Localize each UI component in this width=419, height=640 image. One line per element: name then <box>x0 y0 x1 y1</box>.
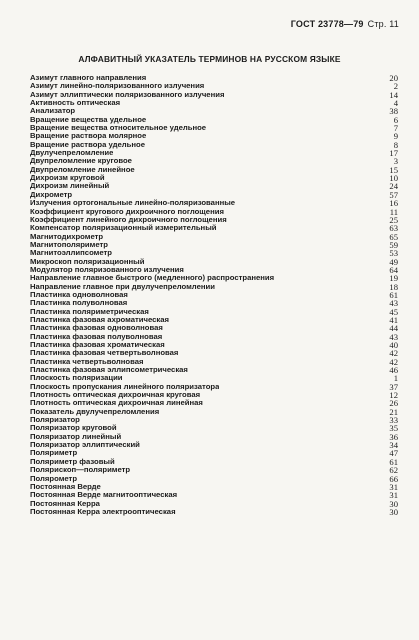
index-term-number: 25 <box>389 214 398 225</box>
index-entry <box>30 333 398 341</box>
index-term-number: 35 <box>389 423 398 434</box>
index-entry <box>30 491 398 499</box>
index-term-number: 2 <box>393 81 398 92</box>
index-entry <box>30 124 398 132</box>
index-entry <box>30 91 398 99</box>
index-term-number: 9 <box>393 131 398 142</box>
index-term: Пластинка поляриметрическая <box>30 307 149 316</box>
index-term-number: 65 <box>389 231 398 242</box>
index-term: Дихрометр <box>30 190 73 199</box>
index-entry <box>30 82 398 90</box>
index-term-number: 40 <box>389 340 398 350</box>
index-term: Полярометр <box>30 474 78 483</box>
index-entry <box>30 224 398 232</box>
index-term: Поляризатор круговой <box>30 424 117 433</box>
index-term: Плоскость пропускания линейного поляризатора <box>30 382 220 391</box>
index-term-number: 36 <box>389 431 398 442</box>
index-entry <box>30 233 398 241</box>
index-term-number: 20 <box>389 73 398 83</box>
index-entry <box>30 449 398 457</box>
index-term-number: 21 <box>389 406 398 417</box>
index-term: Вращение вещества относительное удельное <box>30 124 207 133</box>
index-term-number: 7 <box>393 123 398 134</box>
index-entry <box>30 74 398 82</box>
index-term: Поляризатор линейный <box>30 432 122 441</box>
index-term: Модулятор поляризованного излучения <box>30 265 184 274</box>
index-term-number: 41 <box>389 314 398 325</box>
index-entry <box>30 500 398 508</box>
index-term-number: 18 <box>389 281 398 292</box>
index-entry <box>30 283 398 291</box>
index-term: Коэффициент кругового дихроичного поглощения <box>30 207 224 216</box>
index-term: Двулучепреломление <box>30 149 114 158</box>
page-header <box>291 19 399 29</box>
term-index-list <box>30 74 398 516</box>
index-title: АЛФАВИТНЫЙ УКАЗАТЕЛЬ ТЕРМИНОВ НА РУССКОМ ЯЗЫКЕ <box>78 54 341 64</box>
index-entry <box>30 191 398 199</box>
index-term: Азимут эллиптически поляризованного излучения <box>30 90 225 99</box>
index-entry <box>30 466 398 474</box>
index-term: Пластинка фазовая эллипсометрическая <box>30 366 188 375</box>
index-term: Постоянная Верде магнитооптическая <box>30 491 178 500</box>
index-term: Вращение раствора молярное <box>30 132 147 141</box>
index-entry <box>30 174 398 182</box>
index-term-number: 31 <box>389 490 398 501</box>
index-term: Постоянная Керра <box>30 499 100 508</box>
index-term: Плоскость поляризации <box>30 374 123 383</box>
index-term: Коэффициент линейного дихроичного поглощения <box>30 215 227 224</box>
index-term: Дихроизм линейный <box>30 182 110 191</box>
index-term: Излучения ортогональные линейно-поляризованные <box>30 199 236 208</box>
index-term-number: 42 <box>389 356 398 367</box>
index-term: Пластинка одноволновая <box>30 290 128 299</box>
index-entry <box>30 166 398 174</box>
index-term: Постоянная Верде <box>30 482 101 491</box>
index-term-number: 19 <box>389 273 398 284</box>
index-term-number: 3 <box>393 156 398 167</box>
index-term: Вращение раствора удельное <box>30 140 145 149</box>
index-entry <box>30 316 398 324</box>
index-term-number: 47 <box>389 448 398 459</box>
index-term-number: 37 <box>389 381 398 392</box>
index-term: Направление главное быстрого (медленного) распространения <box>30 274 275 283</box>
index-term: Плотность оптическая дихроичная линейная <box>30 399 203 408</box>
index-term-number: 6 <box>393 114 398 125</box>
index-term-number: 63 <box>389 223 398 234</box>
index-term-number: 43 <box>389 331 398 342</box>
index-entry <box>30 274 398 282</box>
index-entry <box>30 341 398 349</box>
index-term: Магнитоэллипсометр <box>30 249 112 258</box>
index-term: Пластинка четвертьволновая <box>30 357 144 366</box>
index-term: Показатель двулучепреломления <box>30 407 160 416</box>
index-term: Анализатор <box>30 107 76 116</box>
standard-number: ГОСТ 23778—79 <box>290 19 364 29</box>
index-entry <box>30 107 398 115</box>
index-entry <box>30 324 398 332</box>
index-term-number: 16 <box>389 198 398 209</box>
index-term-number: 1 <box>393 373 398 384</box>
index-term-number: 24 <box>389 181 398 192</box>
index-term: Пластинка фазовая ахроматическая <box>30 315 170 324</box>
index-term: Компенсатор поляризационный измерительный <box>30 224 217 233</box>
index-entry <box>30 132 398 140</box>
index-term: Полярископ—поляриметр <box>30 466 131 475</box>
index-term-number: 8 <box>393 139 398 150</box>
index-term-number: 66 <box>389 473 398 484</box>
index-entry <box>30 433 398 441</box>
index-entry <box>30 299 398 307</box>
index-entry <box>30 508 398 516</box>
index-term-number: 11 <box>389 206 398 217</box>
index-entry <box>30 249 398 257</box>
index-entry <box>30 374 398 382</box>
index-term: Пластинка фазовая одноволновая <box>30 324 163 333</box>
index-term: Микроскоп поляризационный <box>30 257 145 266</box>
index-term: Поляризатор эллиптический <box>30 441 140 450</box>
index-term: Двупреломление круговое <box>30 157 132 166</box>
index-entry <box>30 424 398 432</box>
index-entry <box>30 208 398 216</box>
index-term-number: 34 <box>389 440 398 451</box>
index-term-number: 61 <box>389 456 398 467</box>
index-term-number: 59 <box>389 239 398 250</box>
index-term-number: 33 <box>389 415 398 426</box>
index-entry <box>30 475 398 483</box>
index-term-number: 26 <box>389 398 398 409</box>
page-number: Стр. 11 <box>367 19 399 29</box>
index-entry <box>30 99 398 107</box>
index-term: Постоянная Керра электрооптическая <box>30 507 176 516</box>
index-term: Вращение вещества удельное <box>30 115 147 124</box>
index-term-number: 43 <box>389 298 398 309</box>
index-entry <box>30 483 398 491</box>
index-entry <box>30 416 398 424</box>
index-term: Пластинка фазовая четвертьволновая <box>30 349 179 358</box>
index-term: Азимут линейно-поляризованного излучения <box>30 82 205 91</box>
index-term-number: 30 <box>389 498 398 509</box>
index-term-number: 38 <box>389 106 398 117</box>
index-term-number: 64 <box>389 264 398 275</box>
index-term-number: 4 <box>393 98 398 109</box>
index-entry <box>30 199 398 207</box>
index-term-number: 62 <box>389 465 398 476</box>
index-term: Дихроизм круговой <box>30 174 105 183</box>
index-entry <box>30 383 398 391</box>
index-term-number: 31 <box>389 481 398 492</box>
index-entry <box>30 216 398 224</box>
index-term: Пластинка полуволновая <box>30 299 128 308</box>
index-term-number: 46 <box>389 365 398 376</box>
index-term: Поляризатор <box>30 416 80 425</box>
index-term: Направление главное при двулучепреломлении <box>30 282 215 291</box>
index-entry <box>30 266 398 274</box>
index-term-number: 17 <box>389 148 398 159</box>
index-term-number: 45 <box>389 306 398 317</box>
index-term: Двупреломление линейное <box>30 165 135 174</box>
index-term: Пластинка фазовая хроматическая <box>30 341 165 349</box>
index-entry <box>30 291 398 299</box>
index-entry <box>30 157 398 165</box>
index-entry <box>30 116 398 124</box>
index-entry <box>30 391 398 399</box>
index-entry <box>30 408 398 416</box>
index-entry <box>30 349 398 357</box>
index-term-number: 57 <box>389 189 398 200</box>
index-term: Магнитополяриметр <box>30 240 108 249</box>
index-term-number: 61 <box>389 289 398 300</box>
index-entry <box>30 149 398 157</box>
index-term-number: 10 <box>389 173 398 184</box>
index-entry <box>30 366 398 374</box>
index-entry <box>30 182 398 190</box>
index-entry <box>30 358 398 366</box>
index-term-number: 42 <box>389 348 398 359</box>
index-term: Магнитодихрометр <box>30 232 104 241</box>
index-term-number: 30 <box>389 506 398 517</box>
index-entry <box>30 241 398 249</box>
index-term-number: 15 <box>389 164 398 175</box>
index-term-number: 53 <box>389 248 398 259</box>
index-entry <box>30 258 398 266</box>
index-entry <box>30 458 398 466</box>
index-entry <box>30 141 398 149</box>
index-term: Пластинка фазовая полуволновая <box>30 332 163 341</box>
index-term: Плотность оптическая дихроичная круговая <box>30 391 201 400</box>
index-term-number: 44 <box>389 323 398 334</box>
index-term-number: 14 <box>389 89 398 100</box>
index-term: Азимут главного направления <box>30 74 147 82</box>
index-term: Поляриметр <box>30 449 78 458</box>
index-term: Поляриметр фазовый <box>30 457 115 466</box>
index-entry <box>30 441 398 449</box>
index-term-number: 49 <box>389 256 398 267</box>
index-term-number: 12 <box>389 390 398 401</box>
index-entry <box>30 399 398 407</box>
index-term: Активность оптическая <box>30 99 121 108</box>
index-entry <box>30 308 398 316</box>
